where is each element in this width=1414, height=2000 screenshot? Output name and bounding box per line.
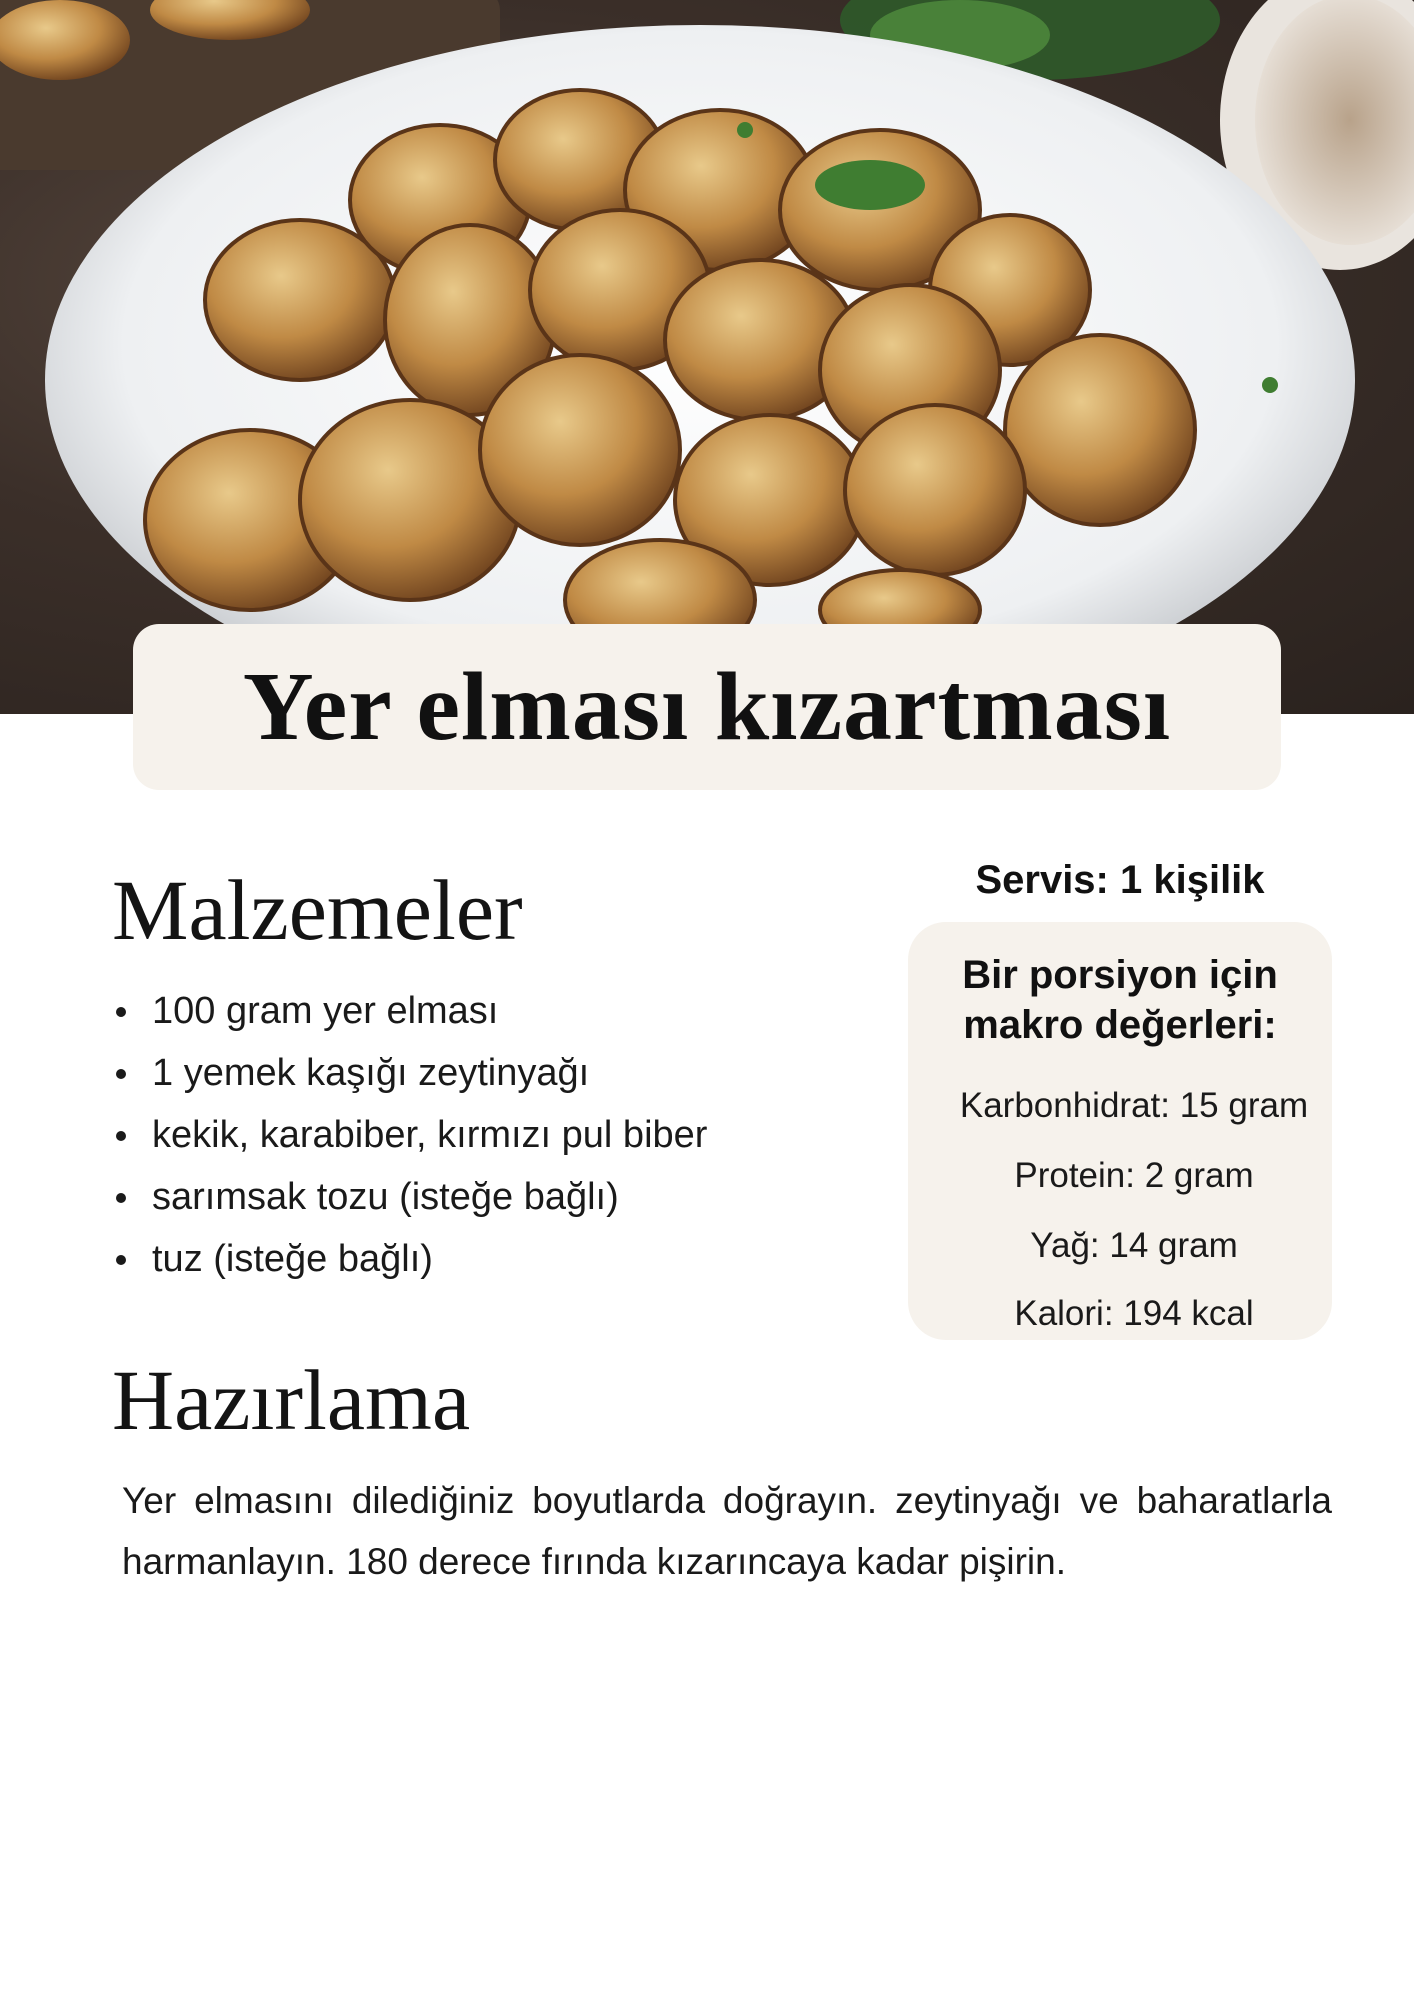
macro-calories: Kalori: 194 kcal [1014, 1294, 1254, 1333]
roasted-jerusalem-artichoke-plate-image [0, 0, 1414, 714]
macro-values-card [908, 922, 1332, 1340]
list-item: 100 gram yer elması [116, 980, 707, 1042]
preparation-heading: Hazırlama [112, 1352, 471, 1448]
macro-title-line-1: Bir porsiyon için [962, 953, 1278, 997]
ingredients-heading: Malzemeler [112, 862, 523, 958]
recipe-title: Yer elması kızartması [242, 653, 1172, 761]
macro-carbs: Karbonhidrat: 15 gram [959, 1086, 1309, 1125]
servings-label: Servis: 1 kişilik [975, 858, 1265, 902]
macro-title [908, 950, 1332, 1050]
list-item: 1 yemek kaşığı zeytinyağı [116, 1042, 707, 1104]
macro-fat: Yağ: 14 gram [1030, 1226, 1238, 1265]
ingredients-list [116, 980, 707, 1290]
macro-title-line-2: makro değerleri: [963, 1003, 1277, 1047]
list-item: sarımsak tozu (isteğe bağlı) [116, 1166, 707, 1228]
recipe-title-card [133, 624, 1281, 790]
hero-food-photo [0, 0, 1414, 714]
list-item: kekik, karabiber, kırmızı pul biber [116, 1104, 707, 1166]
macro-protein: Protein: 2 gram [1014, 1156, 1254, 1195]
preparation-text: Yer elmasını dilediğiniz boyutlarda doğrayın. zeytinyağı ve baharatlarla harmanlayın. 180 derece fırında kızarıncaya kadar pişirin. [122, 1480, 1332, 1582]
list-item: tuz (isteğe bağlı) [116, 1228, 707, 1290]
